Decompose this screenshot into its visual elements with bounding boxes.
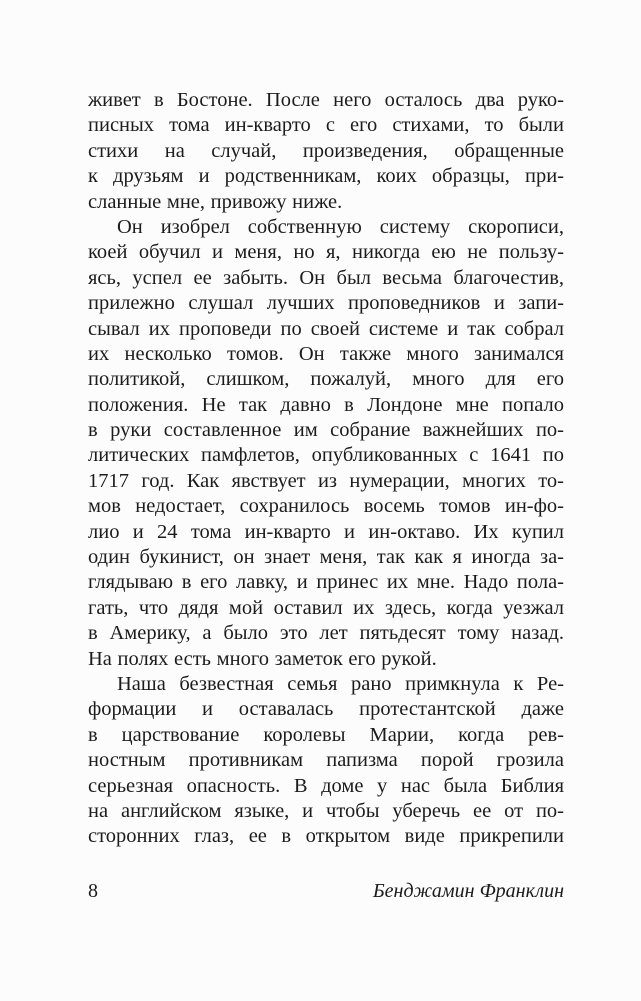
- text-line: На полях есть много заметок его рукой.: [88, 647, 437, 670]
- text-line: сывал их проповеди по своей системе и так собрал: [88, 317, 564, 340]
- paragraph: [88, 88, 564, 215]
- text-line: сторонних глаз, ее в открытом виде прикрепили: [88, 825, 564, 848]
- paragraph: [88, 672, 564, 850]
- text-line: ностным противникам папизма порой грозила: [88, 749, 564, 772]
- text-line: в руки составленное им собрание важнейших по-: [88, 419, 564, 442]
- paragraph: [88, 215, 564, 672]
- text-line: стихи на случай, произведения, обращенные: [88, 139, 564, 162]
- text-line: сланные мне, привожу ниже.: [88, 190, 343, 213]
- page-number: 8: [88, 880, 98, 902]
- text-line: ясь, успел ее забыть. Он был весьма благочестив,: [88, 266, 564, 289]
- text-line: 1717 год. Как явствует из нумерации, многих то-: [88, 469, 564, 492]
- text-line: глядываю в его лавку, и принес их мне. Надо пола-: [88, 571, 564, 594]
- text-line: лио и 24 тома ин-кварто и ин-октаво. Их купил: [88, 520, 564, 543]
- text-line: живет в Бостоне. После него осталось два руко-: [88, 89, 564, 111]
- text-line: серьезная опасность. В доме у нас была Библия: [88, 774, 564, 797]
- body-text: [88, 88, 564, 850]
- text-line: к друзьям и родственникам, коих образцы, при-: [88, 165, 564, 188]
- text-line: Наша безвестная семья рано примкнула к Ре-: [117, 672, 564, 695]
- page-footer: [88, 880, 564, 903]
- text-line: их несколько томов. Он также много занимался: [88, 342, 564, 365]
- text-line: прилежно слушал лучших проповедников и запи-: [88, 292, 564, 315]
- text-line: один букинист, он знает меня, так как я иногда за-: [88, 546, 564, 569]
- text-line: в царствование королевы Марии, когда рев-: [88, 723, 564, 746]
- text-line: положения. Не так давно в Лондоне мне попало: [88, 393, 564, 416]
- text-line: коей обучил и меня, но я, никогда ею не пользу-: [88, 241, 564, 264]
- text-line: на английском языке, и чтобы уберечь ее от по-: [88, 799, 564, 822]
- text-line: литических памфлетов, опубликованных с 1641 по: [88, 444, 564, 467]
- text-line: гать, что дядя мой оставил их здесь, когда уезжал: [88, 596, 564, 619]
- text-line: Он изобрел собственную систему скорописи,: [117, 215, 564, 238]
- running-title: Бенджамин Франклин: [372, 880, 564, 902]
- text-line: формации и оставалась протестантской даже: [88, 698, 564, 721]
- text-line: писных тома ин-кварто с его стихами, то были: [88, 114, 564, 137]
- text-line: в Америку, а было это лет пятьдесят тому назад.: [88, 622, 564, 645]
- text-line: политикой, слишком, пожалуй, много для его: [88, 368, 564, 391]
- text-line: мов недостает, сохранилось восемь томов ин-фо-: [88, 495, 564, 518]
